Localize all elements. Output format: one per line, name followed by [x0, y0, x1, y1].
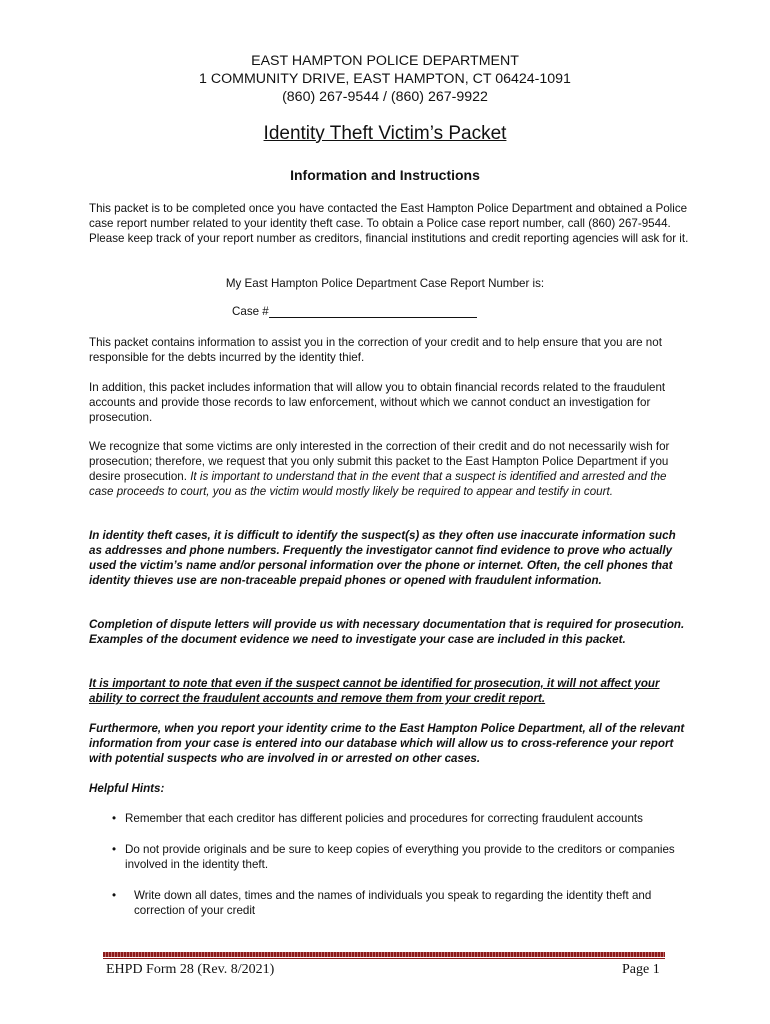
department-name: EAST HAMPTON POLICE DEPARTMENT	[251, 53, 519, 69]
hints-title: Helpful Hints:	[89, 782, 165, 795]
bullet-icon: •	[112, 889, 117, 902]
paragraph-recognize	[89, 439, 689, 499]
page-title: Identity Theft Victim’s Packet	[263, 123, 507, 144]
department-address: 1 COMMUNITY DRIVE, EAST HAMPTON, CT 06424-1091	[199, 71, 571, 87]
list-item	[107, 888, 697, 918]
bullet-icon: •	[112, 812, 117, 825]
recognize-plain-text: We recognize that some victims are only interested in the correction of their credit and do not necessarily wish for prosecution; therefore, we request that you only submit this packet to the East Hampton Police Department if you desire prosecution.	[89, 440, 670, 483]
paragraph-contains: This packet contains information to assist you in the correction of your credit and to help ensure that you are not responsible for the debts incurred by the identity thief.	[89, 336, 662, 364]
case-number-blank[interactable]	[269, 305, 477, 318]
hint-text: Do not provide originals and be sure to keep copies of everything you provide to the creditors or companies involved in the identity theft.	[125, 843, 675, 871]
paragraph-important: It is important to note that even if the suspect cannot be identified for prosecution, it will not affect your ability to correct the fraudulent accounts and remove them from your credit report.	[89, 677, 660, 705]
helpful-hints-list	[107, 811, 697, 934]
bullet-icon: •	[112, 843, 117, 856]
page-number: Page 1	[622, 962, 660, 977]
case-label: Case #	[232, 305, 269, 318]
form-number: EHPD Form 28 (Rev. 8/2021)	[106, 962, 275, 977]
page-subtitle: Information and Instructions	[290, 167, 480, 183]
paragraph-completion: Completion of dispute letters will provide us with necessary documentation that is required for prosecution. Examples of the document evidence we need to investigate your case are included in this packet.	[89, 618, 685, 646]
hint-text: Write down all dates, times and the names of individuals you speak to regarding the identity theft and correction of your credit	[134, 889, 652, 917]
case-prompt: My East Hampton Police Department Case Report Number is:	[225, 277, 545, 290]
hint-text: Remember that each creditor has different policies and procedures for correcting fraudulent accounts	[125, 812, 643, 825]
recognize-italic-text: It is important to understand that in the event that a suspect is identified and arrested and the case proceeds to court, you as the victim would mostly likely be required to appear and testify in court.	[89, 470, 667, 498]
department-phones: (860) 267-9544 / (860) 267-9922	[282, 89, 488, 105]
paragraph-addition: In addition, this packet includes information that will allow you to obtain financial records related to the fraudulent accounts and provide those records to law enforcement, without which we cannot conduct an investigation for prosecution.	[89, 381, 666, 424]
footer-divider	[103, 952, 665, 957]
footer-divider-thin	[103, 958, 665, 959]
case-number-field[interactable]	[232, 305, 477, 318]
paragraph-furthermore: Furthermore, when you report your identity crime to the East Hampton Police Department, all of the relevant information from your case is entered into our database which will allow us to cross-reference your report with potential suspects who are involved in or arrested on other cases.	[89, 722, 685, 765]
list-item	[107, 811, 697, 826]
list-item	[107, 842, 697, 872]
department-header	[0, 52, 770, 106]
paragraph-difficult: In identity theft cases, it is difficult to identify the suspect(s) as they often use inaccurate information such as addresses and phone numbers. Frequently the investigator cannot find evidence to prove who actually used the victim’s name and/or personal information over the phone or internet. Often, the cell phones that identity thieves use are non-traceable prepaid phones or opened with fraudulent information.	[89, 529, 676, 587]
intro-paragraph: This packet is to be completed once you have contacted the East Hampton Police Department and obtained a Police case report number related to your identity theft case. To obtain a Police case report number, call (860) 267-9544. Please keep track of your report number as creditors, financial institutions and credit reporting agencies will ask for it.	[89, 202, 689, 245]
